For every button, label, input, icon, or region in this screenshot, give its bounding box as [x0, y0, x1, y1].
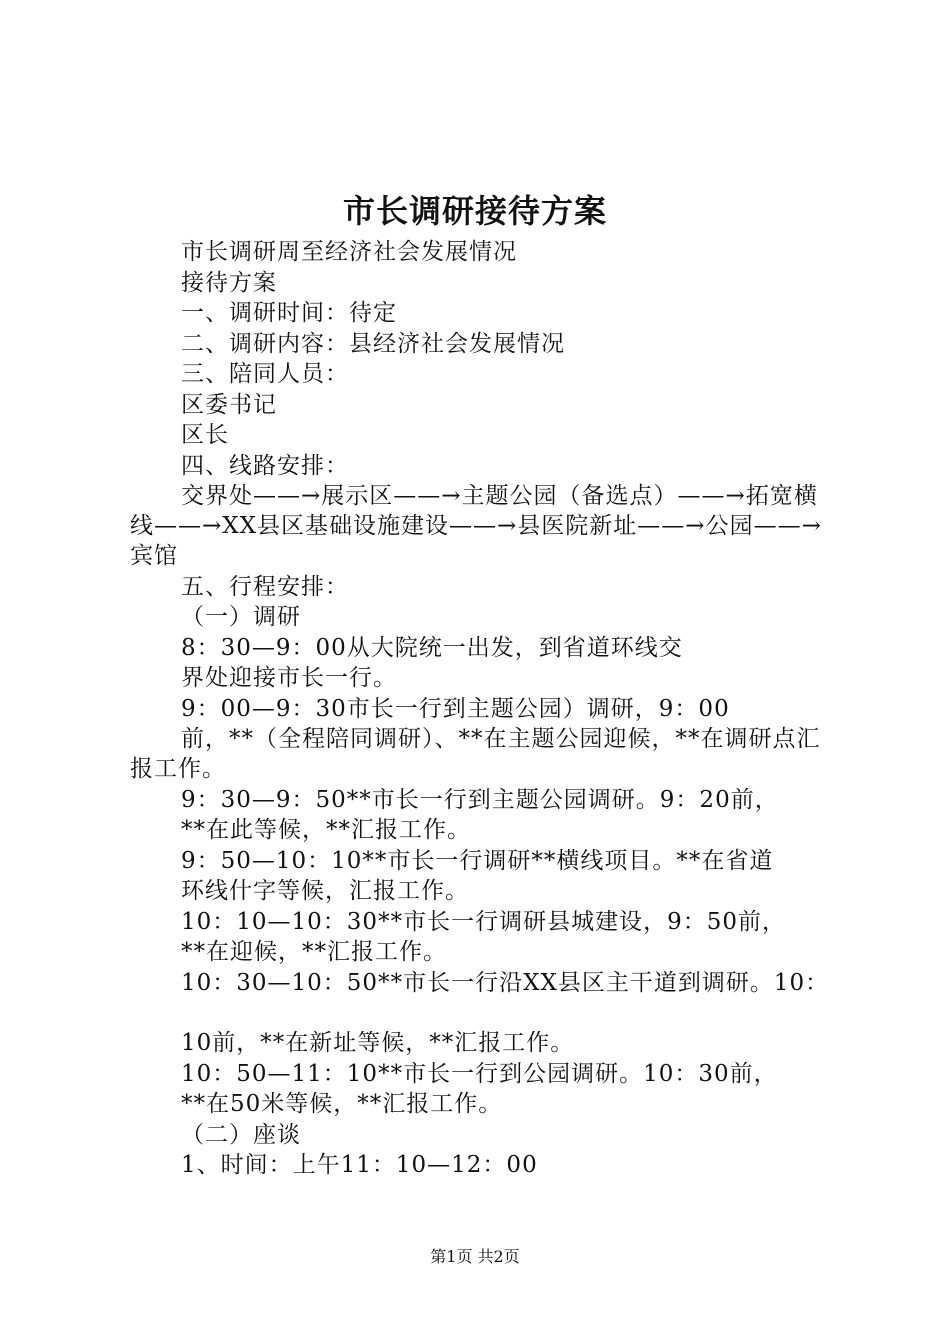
schedule-item: 10：30—10：50**市长一行沿XX县区主干道到调研。10：: [181, 970, 830, 996]
schedule-item: **在迎候，**汇报工作。: [181, 939, 447, 965]
schedule-item: 9：50—10：10**市长一行调研**横线项目。**在省道: [181, 848, 774, 874]
route-paragraph: 交界处——→展示区——→主题公园（备选点）——→拓宽横线——→XX县区基础设施建设——→县医院新址——→公园——→宾馆: [130, 483, 822, 569]
staff-secretary: 区委书记: [181, 392, 277, 418]
schedule-item: 9：00—9：30市长一行到主题公园）调研，9：00: [181, 696, 730, 722]
subtitle-line-2: 接待方案: [181, 270, 277, 296]
section-schedule: 五、行程安排：: [181, 574, 349, 600]
page-footer: 第1页 共2页: [430, 1247, 520, 1266]
subsection-meeting: （二）座谈: [181, 1122, 301, 1148]
schedule-item: 10：10—10：30**市长一行调研县城建设，9：50前，: [181, 909, 786, 935]
schedule-item: 10前，**在新址等候，**汇报工作。: [181, 1030, 575, 1056]
section-time: 一、调研时间：待定: [181, 300, 397, 326]
meeting-time: 1、时间：上午11：10—12：00: [181, 1152, 538, 1178]
schedule-item: **在此等候，**汇报工作。: [181, 817, 471, 843]
schedule-item: 环线什字等候，汇报工作。: [181, 878, 469, 904]
subsection-survey: （一）调研: [181, 604, 301, 630]
schedule-item: 9：30—9：50**市长一行到主题公园调研。9：20前，: [181, 787, 779, 813]
section-staff: 三、陪同人员：: [181, 361, 349, 387]
schedule-item: 界处迎接市长一行。: [181, 665, 397, 691]
subtitle-line: 市长调研周至经济社会发展情况: [181, 239, 517, 265]
staff-chief: 区长: [181, 422, 229, 448]
section-route: 四、线路安排：: [181, 453, 349, 479]
schedule-item: 10：50—11：10**市长一行到公园调研。10：30前，: [181, 1061, 778, 1087]
schedule-item: 8：30—9：00从大院统一出发，到省道环线交: [181, 635, 683, 661]
document-title: 市长调研接待方案: [342, 192, 607, 230]
schedule-item: **在50米等候，**汇报工作。: [181, 1091, 503, 1117]
section-content: 二、调研内容：县经济社会发展情况: [181, 331, 565, 357]
schedule-paragraph: 前，**（全程陪同调研）、**在主题公园迎候，**在调研点汇报工作。: [130, 726, 821, 782]
